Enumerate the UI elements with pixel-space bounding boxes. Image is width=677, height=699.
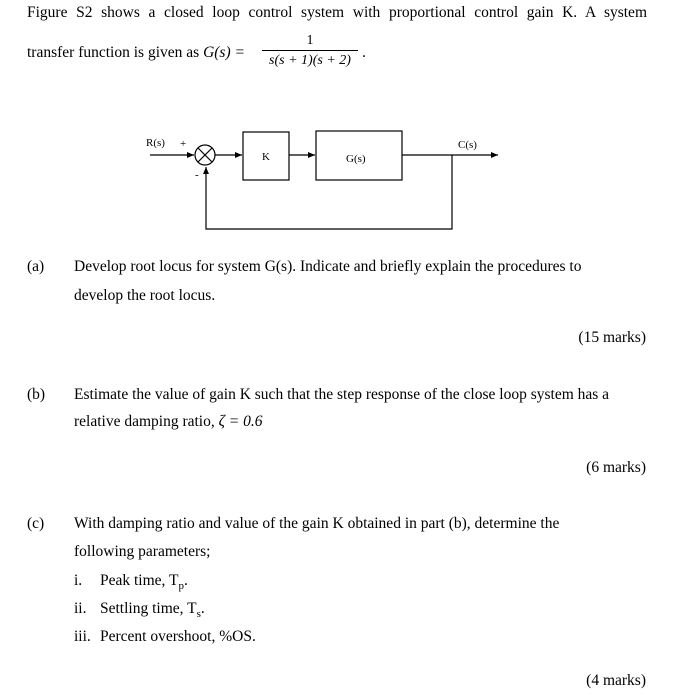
part-a-label: (a) (27, 258, 45, 275)
intro-line-2-prefix: transfer function is given as (27, 44, 204, 61)
part-c-marks: (4 marks) (586, 672, 646, 689)
list-item-number: iii. (74, 628, 91, 645)
list-item (74, 628, 256, 646)
part-b-line-1: Estimate the value of gain K such that the step response of the close loop system has a (74, 386, 610, 403)
list-item-text: Percent overshoot, %OS. (100, 628, 256, 645)
output-label: C(s) (458, 139, 477, 151)
list-item (74, 572, 188, 592)
plant-label: G(s) (346, 153, 366, 165)
part-a-marks: (15 marks) (578, 329, 646, 346)
part-c-line-2: following parameters; (74, 543, 211, 560)
part-b-line-2 (74, 413, 262, 431)
transfer-function-numerator: 1 (306, 33, 314, 48)
part-b-label: (b) (27, 386, 46, 403)
list-item-subscript: p (178, 580, 184, 593)
transfer-function-lhs: G(s) = (203, 44, 245, 61)
block-diagram (0, 0, 677, 240)
list-item-subscript: s (196, 608, 201, 621)
part-c-label: (c) (27, 515, 45, 532)
minus-sign: - (195, 169, 199, 181)
list-item (74, 600, 205, 620)
part-a-line-2: develop the root locus. (74, 287, 216, 304)
part-b-line-2-prefix: relative damping ratio, (74, 413, 219, 430)
part-c-line-1: With damping ratio and value of the gain K obtained in part (b), determine the (74, 515, 560, 532)
plus-sign: + (180, 138, 187, 150)
list-item-number: ii. (74, 600, 87, 617)
input-label: R(s) (146, 137, 165, 149)
part-a-line-1: Develop root locus for system G(s). Indicate and briefly explain the procedures to (74, 258, 582, 275)
intro-line-1: Figure S2 shows a closed loop control system with proportional control gain K. A system (27, 4, 647, 21)
damping-ratio-expression: ζ = 0.6 (218, 413, 263, 430)
part-b-marks: (6 marks) (586, 459, 646, 476)
list-item-text: Settling time, T (100, 600, 197, 617)
transfer-function-denominator: s(s + 1)(s + 2) (269, 53, 351, 68)
transfer-function-period: . (362, 44, 366, 61)
summing-junction-icon (195, 145, 215, 165)
list-item-end: . (184, 572, 188, 589)
gain-label: K (262, 151, 270, 163)
list-item-end: . (200, 600, 205, 617)
list-item-text: Peak time, T (100, 572, 179, 589)
list-item-number: i. (74, 572, 83, 589)
